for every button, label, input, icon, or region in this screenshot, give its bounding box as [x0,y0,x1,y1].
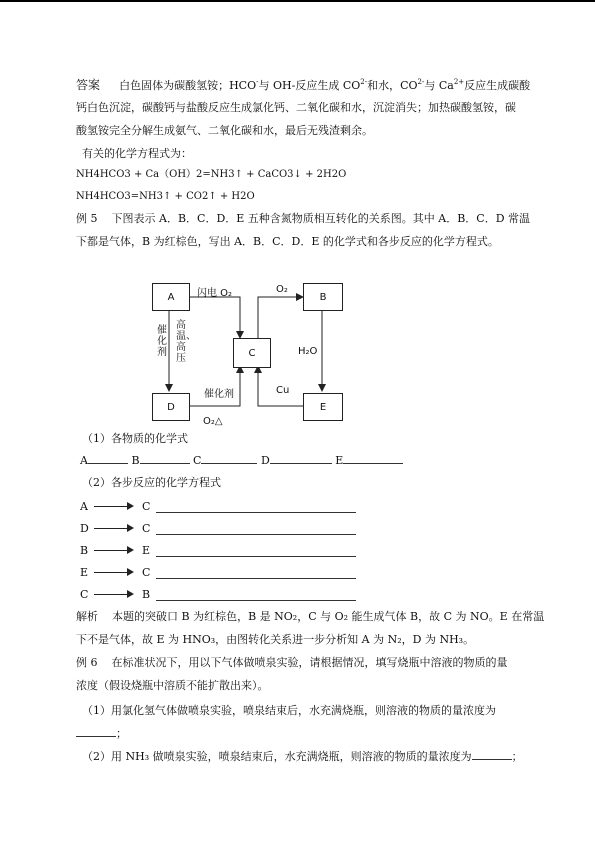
q2-text: （2）用 NH₃ 做喷泉实验，喷泉结束后，水充满烧瓶，则溶液的物质的量浓度为 [82,750,472,763]
arrow-c-to-b [258,297,303,340]
equation-2: NH4HCO3=NH3↑ + CO2↑ + H2O [76,191,255,202]
blank-label-a: A [80,454,88,467]
label-flash-o2: 闪电 O₂ [197,288,233,299]
example6-line-2: 浓度（假设烧瓶中溶质不能扩散出来）。 [76,679,269,692]
node-b: B [303,283,343,311]
blank-label-e: E [335,454,344,467]
example6-line-1 [76,652,508,674]
example6-label: 例 6 [76,656,98,669]
q2-tail: ； [511,750,523,763]
example6-question-1-answer [76,723,127,745]
label-catalyst-horizontal: 催化剂 [204,389,234,400]
example6-question-1: （1）用氯化氢气体做喷泉实验，喷泉结束后，水充满烧瓶，则溶液的物质的量浓度为 [82,704,496,717]
blank-c[interactable] [201,451,257,464]
label-o2: O₂ [276,284,288,295]
answer-label: 答案 [76,78,101,92]
step-from: C [80,587,89,601]
step-from: B [80,543,89,557]
answer-line-4: 有关的化学方程式为： [82,147,192,160]
analysis-line-1 [76,606,544,628]
blank-a[interactable] [88,451,128,464]
analysis-text-1: 本题的突破口 B 为红棕色，B 是 NO₂，C 与 O₂ 能生成气体 B，故 C 为 NO。E 在常温 [112,610,545,623]
example6-text-1: 在标准状况下，用以下气体做喷泉实验，请根据情况，填写烧瓶中溶液的物质的量 [111,656,508,669]
step-row [80,584,356,604]
answer-line-3: 酸氢铵完全分解生成氨气、二氧化碳和水，最后无残渣剩余。 [76,124,373,137]
answer-text-1d: 与 Ca [424,79,454,92]
blank-label-b: B [131,454,140,467]
step-row [80,562,356,582]
analysis-line-2: 下不是气体，故 E 为 HNO₃，由图转化关系进一步分析知 A 为 N₂，D 为 NH₃。 [76,633,475,646]
question-2-heading: （2）各步反应的化学方程式 [82,476,221,489]
node-e: E [303,393,343,421]
blank-b[interactable] [140,451,190,464]
step-from: E [80,565,89,579]
answer-line-1: 答案 白色固体为碳酸氢铵；HCO-与 OH-反应生成 $CO^{2-}$和水，$CO^{2-}$与 $Ca^{2+}$反应生成碳酸 [76,78,531,92]
example5-text-1: 下图表示 A．B．C．D．E 五种含氮物质相互转化的关系图。其中 A．B．C．D 常温 [111,212,531,225]
example5-line-2: 下都是气体，B 为红棕色，写出 A．B．C．D．E 的化学式和各步反应的化学方程式。 [76,235,499,248]
step-row [80,518,356,538]
step-to: C [142,499,151,513]
answer-text-1b: 与 OH-反应生成 CO [258,79,361,92]
label-o2-heat: O₂△ [203,416,223,427]
answer-blank-2[interactable] [472,747,512,760]
q1-tail: ； [116,727,127,740]
node-d: D [152,393,190,421]
right-arrow-icon [94,589,134,599]
blank-label-d: D [260,454,270,467]
blank-e[interactable] [343,451,403,464]
step-to: E [142,543,151,557]
answer-text-1c: 和水，CO [367,79,418,92]
answer-text-1e: 反应生成碳酸 [464,79,531,92]
right-arrow-icon [94,545,134,555]
equation-1: NH4HCO3 + Ca（OH）2=NH3↑ + CaCO3↓ + 2H2O [76,169,347,180]
step-from: A [80,499,88,513]
label-h2o: H₂O [298,346,318,357]
blank-d[interactable] [270,451,332,464]
step-answer-blank[interactable] [156,566,356,579]
right-arrow-icon [94,523,134,533]
answer-text-1: 白色固体为碳酸氢铵；HCO [119,79,257,92]
answer-line-2: 钙白色沉淀，碳酸钙与盐酸反应生成氯化钙、二氧化碳和水，沉淀消失；加热碳酸氢铵，碳 [76,101,516,114]
step-answer-blank[interactable] [156,522,356,535]
step-row [80,496,356,516]
step-to: C [142,565,151,579]
step-row [80,540,356,560]
step-answer-blank[interactable] [156,500,356,513]
question-1-heading: （1）各物质的化学式 [82,432,188,445]
step-answer-blank[interactable] [156,544,356,557]
step-to: C [142,521,151,535]
node-a: A [152,283,190,311]
node-c: C [233,338,271,368]
analysis-label: 解析 [76,610,98,623]
label-cu: Cu [276,385,290,396]
example6-question-2 [82,746,523,768]
step-answer-blank[interactable] [156,588,356,601]
label-high-temp-pressure: 高温、高压 [176,320,196,364]
example5-label: 例 5 [76,212,98,225]
label-catalyst-vertical: 催化剂 [157,325,167,358]
right-arrow-icon [94,501,134,511]
blank-label-c: C [193,454,202,467]
right-arrow-icon [94,567,134,577]
question-1-blanks [80,450,403,472]
answer-blank-1[interactable] [76,724,116,737]
step-from: D [80,521,89,535]
step-to: B [142,587,151,601]
